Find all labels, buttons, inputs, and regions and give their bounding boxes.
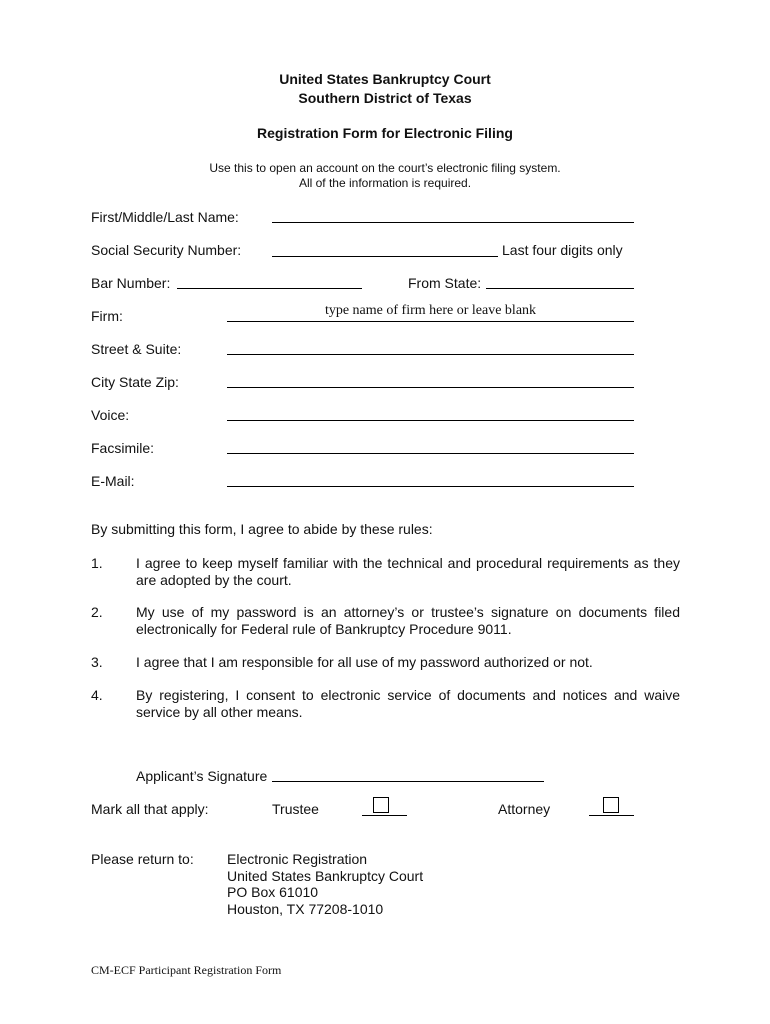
street-label: Street & Suite: bbox=[91, 341, 182, 357]
from-state-label: From State: bbox=[408, 275, 482, 291]
rule-4-number: 4. bbox=[91, 687, 103, 703]
return-line-3: PO Box 61010 bbox=[227, 884, 319, 900]
trustee-label: Trustee bbox=[272, 801, 319, 817]
email-field[interactable] bbox=[229, 468, 632, 486]
return-label: Please return to: bbox=[91, 851, 194, 867]
rule-1-text: I agree to keep myself familiar with the technical and procedural requirements as they are adopted by the court. bbox=[136, 555, 680, 588]
fax-label: Facsimile: bbox=[91, 440, 155, 456]
ssn-hint: Last four digits only bbox=[502, 242, 623, 258]
district-name: Southern District of Texas bbox=[298, 90, 472, 106]
rules-intro: By submitting this form, I agree to abide by these rules: bbox=[91, 521, 433, 537]
trustee-checkbox[interactable] bbox=[373, 797, 389, 813]
rule-2-number: 2. bbox=[91, 604, 103, 620]
firm-placeholder-text: type name of firm here or leave blank bbox=[324, 303, 537, 318]
fax-field[interactable] bbox=[229, 435, 632, 453]
name-label: First/Middle/Last Name: bbox=[91, 209, 239, 225]
attorney-label: Attorney bbox=[498, 801, 551, 817]
form-title: Registration Form for Electronic Filing bbox=[257, 125, 513, 141]
signature-underline bbox=[272, 781, 544, 782]
name-field[interactable] bbox=[274, 204, 632, 222]
return-line-1: Electronic Registration bbox=[227, 851, 368, 867]
voice-underline bbox=[227, 420, 634, 421]
rule-3-number: 3. bbox=[91, 654, 103, 670]
return-line-2: United States Bankruptcy Court bbox=[227, 868, 424, 884]
voice-label: Voice: bbox=[91, 407, 130, 423]
trustee-underline bbox=[362, 815, 407, 816]
city-underline bbox=[227, 387, 634, 388]
city-label: City State Zip: bbox=[91, 374, 179, 390]
email-underline bbox=[227, 486, 634, 487]
ssn-field[interactable] bbox=[274, 238, 496, 256]
bar-number-underline bbox=[177, 288, 362, 289]
firm-underline bbox=[227, 321, 634, 322]
firm-field[interactable] bbox=[229, 303, 632, 321]
rule-1-number: 1. bbox=[91, 555, 103, 571]
signature-label: Applicant’s Signature bbox=[136, 768, 268, 784]
rule-3-text: I agree that I am responsible for all use of my password authorized or not. bbox=[136, 654, 593, 670]
street-field[interactable] bbox=[229, 336, 632, 354]
signature-field[interactable] bbox=[274, 763, 542, 781]
attorney-underline bbox=[589, 815, 634, 816]
ssn-underline bbox=[272, 256, 498, 257]
from-state-field[interactable] bbox=[488, 270, 632, 288]
street-underline bbox=[227, 354, 634, 355]
name-underline bbox=[272, 222, 634, 223]
city-field[interactable] bbox=[229, 369, 632, 387]
voice-field[interactable] bbox=[229, 402, 632, 420]
rule-4-text: By registering, I consent to electronic service of documents and notices and waive service by all other means. bbox=[136, 687, 680, 720]
intro-line-2: All of the information is required. bbox=[298, 176, 472, 190]
from-state-underline bbox=[486, 288, 634, 289]
bar-number-label: Bar Number: bbox=[91, 275, 171, 291]
rule-2-text: My use of my password is an attorney’s or trustee’s signature on documents filed electronically for Federal rule of Bankruptcy Procedure 9011. bbox=[136, 604, 680, 637]
fax-underline bbox=[227, 453, 634, 454]
intro-line-1: Use this to open an account on the court’s electronic filing system. bbox=[209, 161, 561, 175]
footer-form-name: CM-ECF Participant Registration Form bbox=[91, 963, 282, 977]
ssn-label: Social Security Number: bbox=[91, 242, 242, 258]
mark-all-label: Mark all that apply: bbox=[91, 801, 209, 817]
attorney-checkbox[interactable] bbox=[603, 797, 619, 813]
bar-number-field[interactable] bbox=[179, 270, 360, 288]
court-name: United States Bankruptcy Court bbox=[279, 71, 491, 87]
email-label: E-Mail: bbox=[91, 473, 135, 489]
return-line-4: Houston, TX 77208-1010 bbox=[227, 901, 384, 917]
firm-label: Firm: bbox=[91, 308, 123, 324]
